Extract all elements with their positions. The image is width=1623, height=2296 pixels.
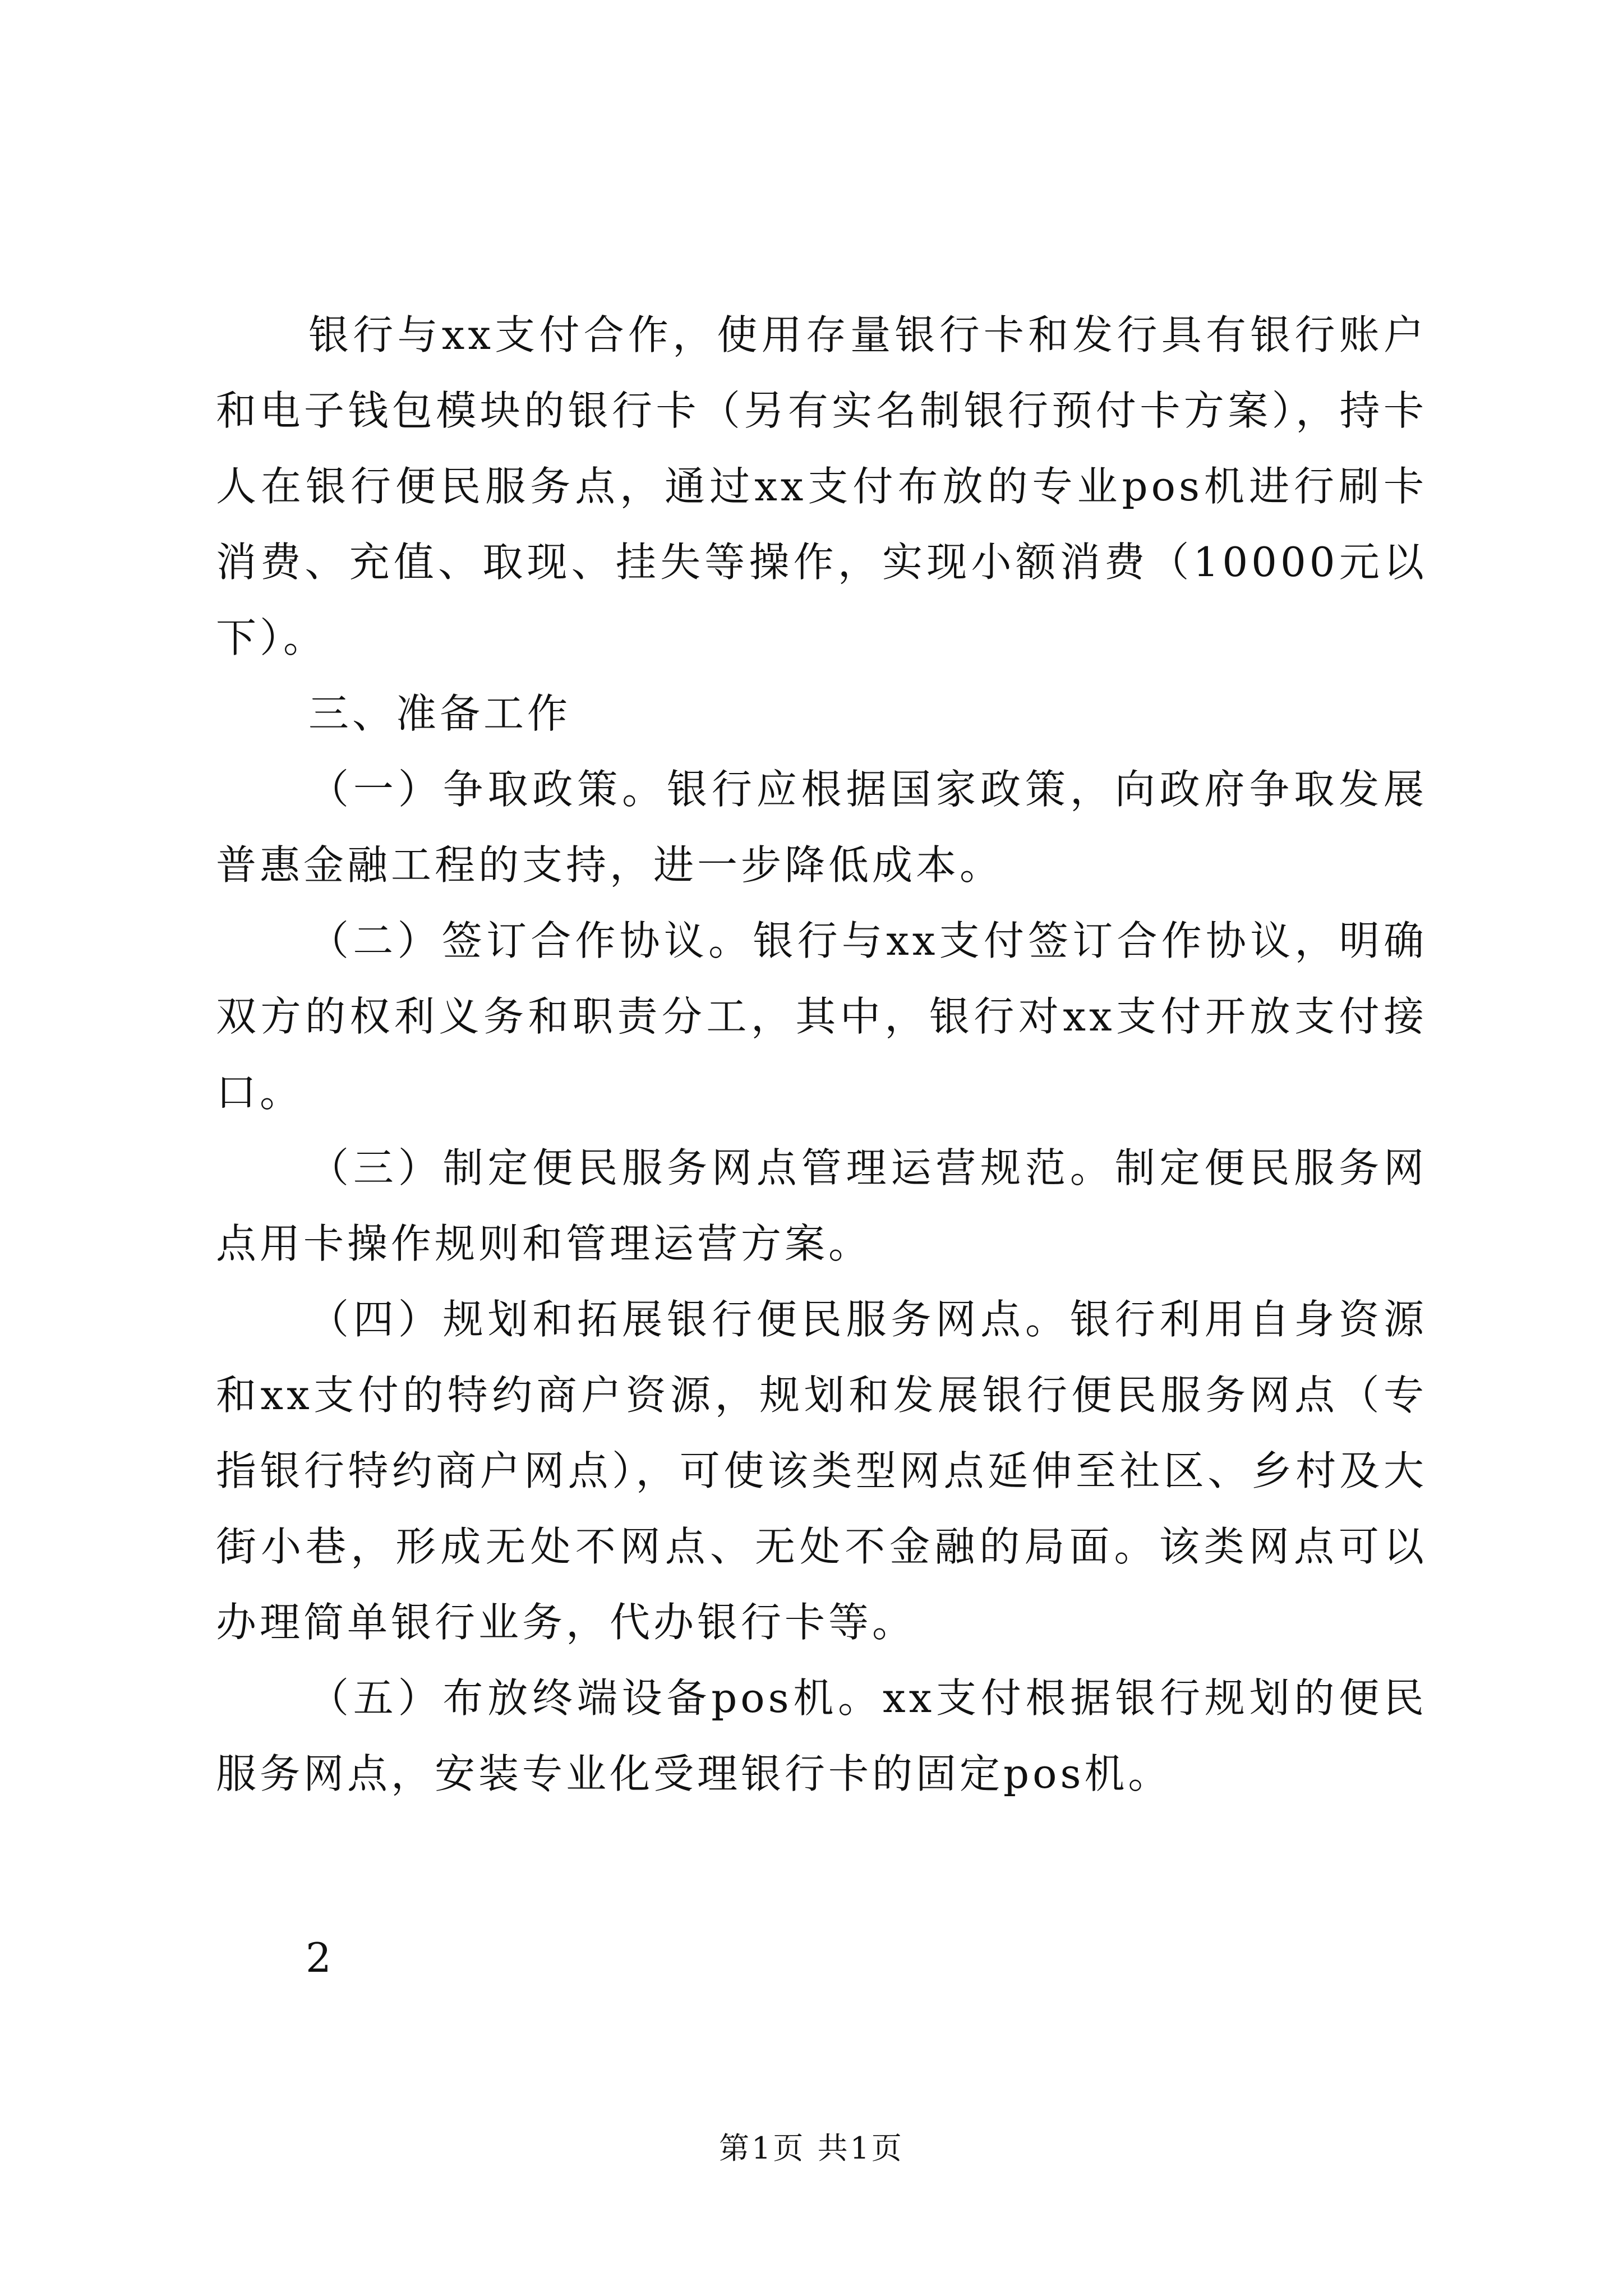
list-item: （四）规划和拓展银行便民服务网点。银行利用自身资源和xx支付的特约商户资源，规划和发展银行便民服务网点（专指银行特约商户网点），可使该类型网点延伸至社区、乡村及大街小巷，形成无处不网点、无处不金融的局面。该类网点可以办理简单银行业务，代办银行卡等。 (216, 1296, 1427, 1646)
list-item: （一）争取政策。银行应根据国家政策，向政府争取发展普惠金融工程的支持，进一步降低成本。 (216, 766, 1427, 889)
list-item: （三）制定便民服务网点管理运营规范。制定便民服务网点用卡操作规则和管理运营方案。 (216, 1144, 1427, 1267)
intro-paragraph: 银行与xx支付合作，使用存量银行卡和发行具有银行账户和电子钱包模块的银行卡（另有实名制银行预付卡方案），持卡人在银行便民服务点，通过xx支付布放的专业pos机进行刷卡消费、充值、取现、挂失等操作，实现小额消费（10000元以下）。 (216, 311, 1427, 661)
inline-page-number: 2 (306, 1934, 331, 1981)
section-heading: 三、准备工作 (308, 690, 571, 737)
list-item: （五）布放终端设备pos机。xx支付根据银行规划的便民服务网点，安装专业化受理银行卡的固定pos机。 (216, 1674, 1427, 1797)
list-item: （二）签订合作协议。银行与xx支付签订合作协议，明确双方的权利义务和职责分工，其中，银行对xx支付开放支付接口。 (216, 917, 1427, 1116)
page-footer: 第1页 共1页 (719, 2131, 904, 2166)
document-body (216, 297, 1427, 1812)
